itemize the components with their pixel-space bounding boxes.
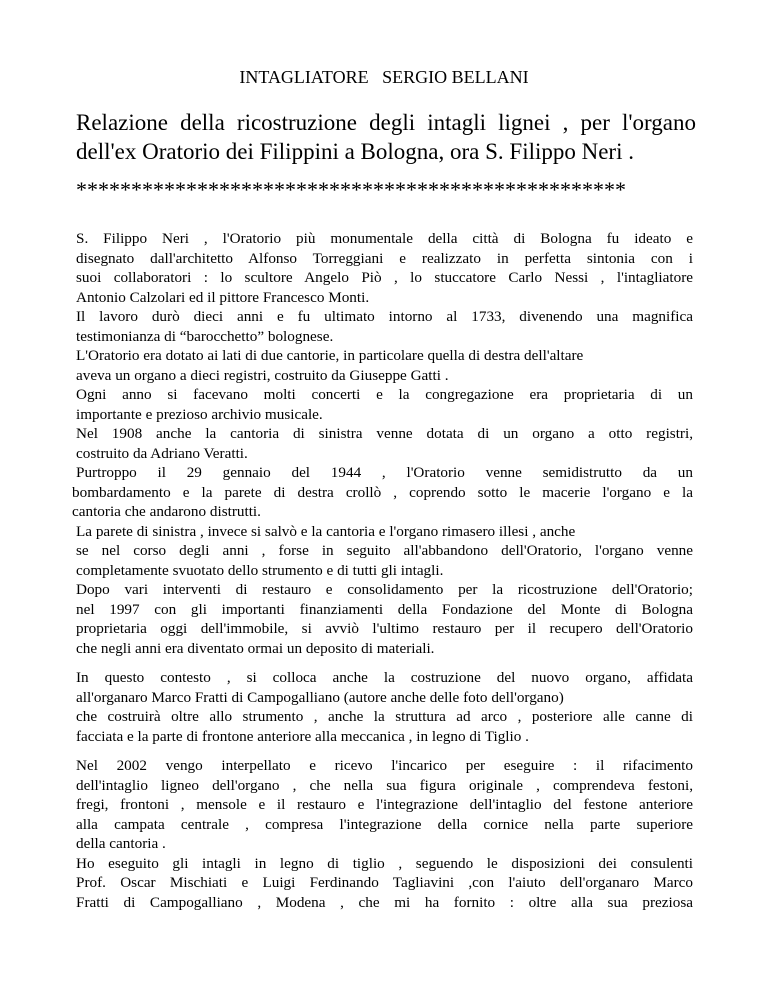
body-line: proprietaria oggi dell'immobile, si avviò l'ultimo restauro per il recupero dell'Oratorio [76,620,693,637]
body-line: Antonio Calzolari ed il pittore Francesco Monti. [76,288,370,306]
body-line: Fratti di Campogalliano , Modena , che mi ha fornito : oltre alla sua preziosa [76,893,693,911]
body-line: alla campata centrale , compresa l'integrazione della cornice nella parte superiore [76,815,693,833]
body-line: aveva un organo a dieci registri, costruito da Giuseppe Gatti . [76,366,449,384]
body-line: Nel 2002 vengo interpellato e ricevo l'incarico per eseguire : il rifacimento [76,757,693,774]
body-line: che negli anni era diventato ormai un deposito di materiali. [76,639,435,657]
body-line: suoi collaboratori : lo scultore Angelo Piò , lo stuccatore Carlo Nessi , l'intagliatore [76,269,693,286]
body-line: La parete di sinistra , invece si salvò e la cantoria e l'organo rimasero illesi , anche [76,522,576,540]
document-title-line: dell'ex Oratorio dei Filippini a Bologna, ora S. Filippo Neri . [76,139,634,164]
body-line: all'organaro Marco Fratti di Campogalliano (autore anche delle foto dell'organo) [76,688,564,706]
body-line: bombardamento e la parete di destra crollò , coprendo sotto le macerie l'organo e la [72,483,693,501]
body-line: Ho eseguito gli intagli in legno di tiglio , seguendo le disposizioni dei consulenti [76,854,693,872]
body-line: Nel 1908 anche la cantoria di sinistra venne dotata di un organo a otto registri, [76,425,693,442]
body-line: se nel corso degli anni , forse in seguito all'abbandono dell'Oratorio, l'organo venne [76,542,693,559]
body-line: Ogni anno si facevano molti concerti e la congregazione era proprietaria di un [76,386,693,403]
body-line: In questo contesto , si colloca anche la costruzione del nuovo organo, affidata [76,669,693,686]
body-line: testimonianza di “barocchetto” bolognese. [76,327,334,345]
body-line: L'Oratorio era dotato ai lati di due cantorie, in particolare quella di destra dell'altare [76,347,584,364]
page-header-title: INTAGLIATORE SERGIO BELLANI [239,67,529,87]
separator-line: ************************************************** [76,177,626,202]
body-line: della cantoria . [76,835,166,852]
body-line: nel 1997 con gli importanti finanziamenti della Fondazione del Monte di Bologna [76,600,693,618]
body-line: dell'intaglio ligneo dell'organo , che nella sua figura originale , comprendeva festoni, [76,776,693,794]
document-title [76,108,696,166]
body-line: cantoria che andarono distrutti. [72,503,261,520]
body-line: importante e prezioso archivio musicale. [76,405,323,423]
body-line: Prof. Oscar Mischiati e Luigi Ferdinando Tagliavini ,con l'aiuto dell'organaro Marco [76,874,693,891]
body-line: Dopo vari interventi di restauro e consolidamento per la ricostruzione dell'Oratorio; [76,581,693,598]
body-line: che costruirà oltre allo strumento , anche la struttura ad arco , posteriore alle canne di [76,708,693,725]
body-line: completamente svuotato dello strumento e di tutti gli intagli. [76,561,444,579]
body-line: costruito da Adriano Veratti. [76,444,248,462]
document-title-line: Relazione della ricostruzione degli intagli lignei , per l'organo [76,110,696,135]
body-line: S. Filippo Neri , l'Oratorio più monumentale della città di Bologna fu ideato e [76,230,693,247]
body-line: disegnato dall'architetto Alfonso Torreggiani e realizzato in perfetta sintonia con i [76,249,693,267]
body-line: fregi, frontoni , mensole e il restauro e l'integrazione dell'intaglio del festone anteriore [76,796,693,813]
body-line: Il lavoro durò dieci anni e fu ultimato intorno al 1733, divenendo una magnifica [76,308,693,325]
body-line: Purtroppo il 29 gennaio del 1944 , l'Oratorio venne semidistrutto da un [76,464,693,481]
body-line: facciata e la parte di frontone anteriore alla meccanica , in legno di Tiglio . [76,727,529,745]
